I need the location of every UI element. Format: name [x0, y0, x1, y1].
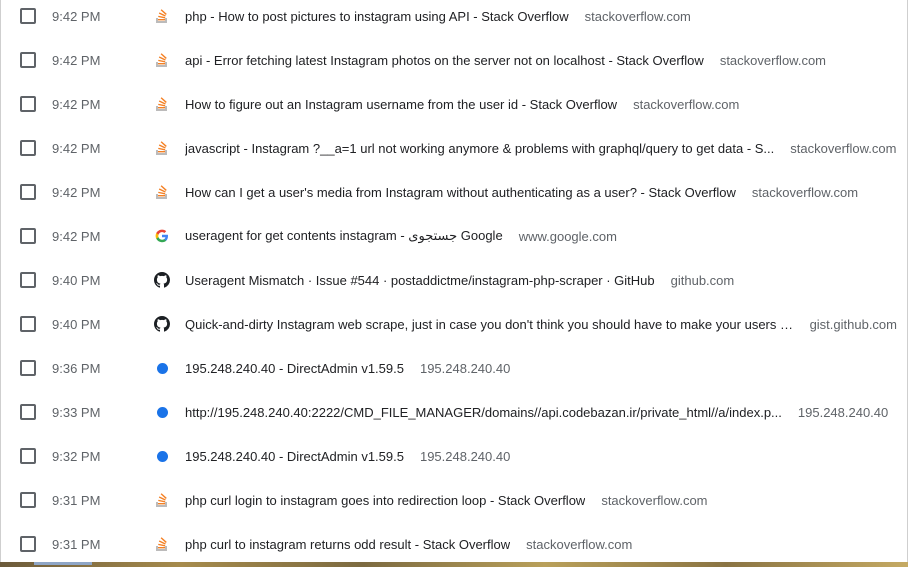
history-row[interactable]	[1, 38, 907, 82]
row-checkbox[interactable]	[20, 52, 36, 68]
row-checkbox[interactable]	[20, 140, 36, 156]
row-checkbox[interactable]	[20, 184, 36, 200]
page-title-link[interactable]: How can I get a user's media from Instagram without authenticating as a user? - Stack Overflow	[185, 184, 736, 200]
globe-dot-icon	[154, 360, 170, 376]
globe-dot-icon	[154, 404, 170, 420]
visit-time: 9:31 PM	[52, 536, 101, 552]
stackoverflow-icon	[154, 8, 170, 24]
visit-time: 9:33 PM	[52, 404, 101, 420]
stackoverflow-icon	[154, 96, 170, 112]
page-title-link[interactable]: api - Error fetching latest Instagram photos on the server not on localhost - Stack Overflow	[185, 52, 704, 68]
row-checkbox[interactable]	[20, 360, 36, 376]
history-row[interactable]	[1, 522, 907, 562]
row-checkbox[interactable]	[20, 492, 36, 508]
page-domain: stackoverflow.com	[601, 492, 708, 508]
row-checkbox[interactable]	[20, 8, 36, 24]
history-row[interactable]	[1, 214, 907, 258]
page-title-link[interactable]: Useragent Mismatch · Issue #544 · postaddictme/instagram-php-scraper · GitHub	[185, 272, 655, 288]
stackoverflow-icon	[154, 536, 170, 552]
row-checkbox[interactable]	[20, 228, 36, 244]
page-title-link[interactable]: How to figure out an Instagram username from the user id - Stack Overflow	[185, 96, 618, 112]
visit-time: 9:40 PM	[52, 272, 101, 288]
page-domain: stackoverflow.com	[719, 52, 827, 68]
history-row[interactable]	[1, 258, 907, 302]
history-row[interactable]	[1, 302, 907, 346]
visit-time: 9:31 PM	[52, 492, 101, 508]
globe-dot-icon	[154, 448, 170, 464]
history-row[interactable]	[1, 346, 907, 390]
row-checkbox[interactable]	[20, 96, 36, 112]
visit-time: 9:32 PM	[52, 448, 101, 464]
row-checkbox[interactable]	[20, 448, 36, 464]
github-icon	[154, 316, 170, 332]
page-title-link[interactable]: php curl to instagram returns odd result - Stack Overflow	[185, 536, 511, 552]
page-domain: 195.248.240.40	[419, 360, 511, 376]
page-title-link[interactable]: http://195.248.240.40:2222/CMD_FILE_MANAGER/domains//api.codebazan.ir/private_html//a/index.p...	[185, 404, 782, 420]
page-title-link[interactable]: php - How to post pictures to instagram using API - Stack Overflow	[185, 8, 569, 24]
history-row[interactable]	[1, 390, 907, 434]
row-checkbox[interactable]	[20, 404, 36, 420]
history-row[interactable]	[1, 0, 907, 38]
visit-time: 9:40 PM	[52, 316, 101, 332]
page-domain: gist.github.com	[809, 316, 897, 332]
page-title-link[interactable]: useragent for get contents instagram - جستجوی Google	[185, 228, 503, 243]
page-title-link[interactable]: 195.248.240.40 - DirectAdmin v1.59.5	[185, 448, 404, 464]
page-domain: stackoverflow.com	[584, 8, 691, 24]
page-title-link[interactable]: Quick-and-dirty Instagram web scrape, just in case you don't think you should have to make your users l...	[185, 316, 794, 332]
page-title-link[interactable]: 195.248.240.40 - DirectAdmin v1.59.5	[185, 360, 404, 376]
visit-time: 9:42 PM	[52, 228, 101, 244]
visit-time: 9:36 PM	[52, 360, 101, 376]
row-checkbox[interactable]	[20, 272, 36, 288]
history-row[interactable]	[1, 126, 907, 170]
visit-time: 9:42 PM	[52, 8, 101, 24]
stackoverflow-icon	[154, 52, 170, 68]
page-domain: stackoverflow.com	[526, 536, 633, 552]
visit-time: 9:42 PM	[52, 96, 101, 112]
page-domain: 195.248.240.40	[419, 448, 511, 464]
page-domain: 195.248.240.40	[797, 404, 889, 420]
stackoverflow-icon	[154, 140, 170, 156]
visit-time: 9:42 PM	[52, 184, 101, 200]
desktop-background-strip	[0, 562, 908, 567]
history-row[interactable]	[1, 434, 907, 478]
history-row[interactable]	[1, 170, 907, 214]
page-domain: stackoverflow.com	[790, 140, 897, 156]
stackoverflow-icon	[154, 492, 170, 508]
history-row[interactable]	[1, 478, 907, 522]
page-domain: www.google.com	[518, 228, 617, 244]
page-domain: github.com	[670, 272, 735, 288]
google-icon	[154, 228, 170, 244]
stackoverflow-icon	[154, 184, 170, 200]
row-checkbox[interactable]	[20, 316, 36, 332]
visit-time: 9:42 PM	[52, 52, 101, 68]
visit-time: 9:42 PM	[52, 140, 101, 156]
taskbar-highlight	[34, 562, 92, 565]
page-domain: stackoverflow.com	[751, 184, 859, 200]
github-icon	[154, 272, 170, 288]
history-row[interactable]	[1, 82, 907, 126]
row-checkbox[interactable]	[20, 536, 36, 552]
page-domain: stackoverflow.com	[633, 96, 740, 112]
page-title-link[interactable]: php curl login to instagram goes into redirection loop - Stack Overflow	[185, 492, 586, 508]
page-title-link[interactable]: javascript - Instagram ?__a=1 url not working anymore & problems with graphql/query to get data - S...	[185, 140, 775, 156]
